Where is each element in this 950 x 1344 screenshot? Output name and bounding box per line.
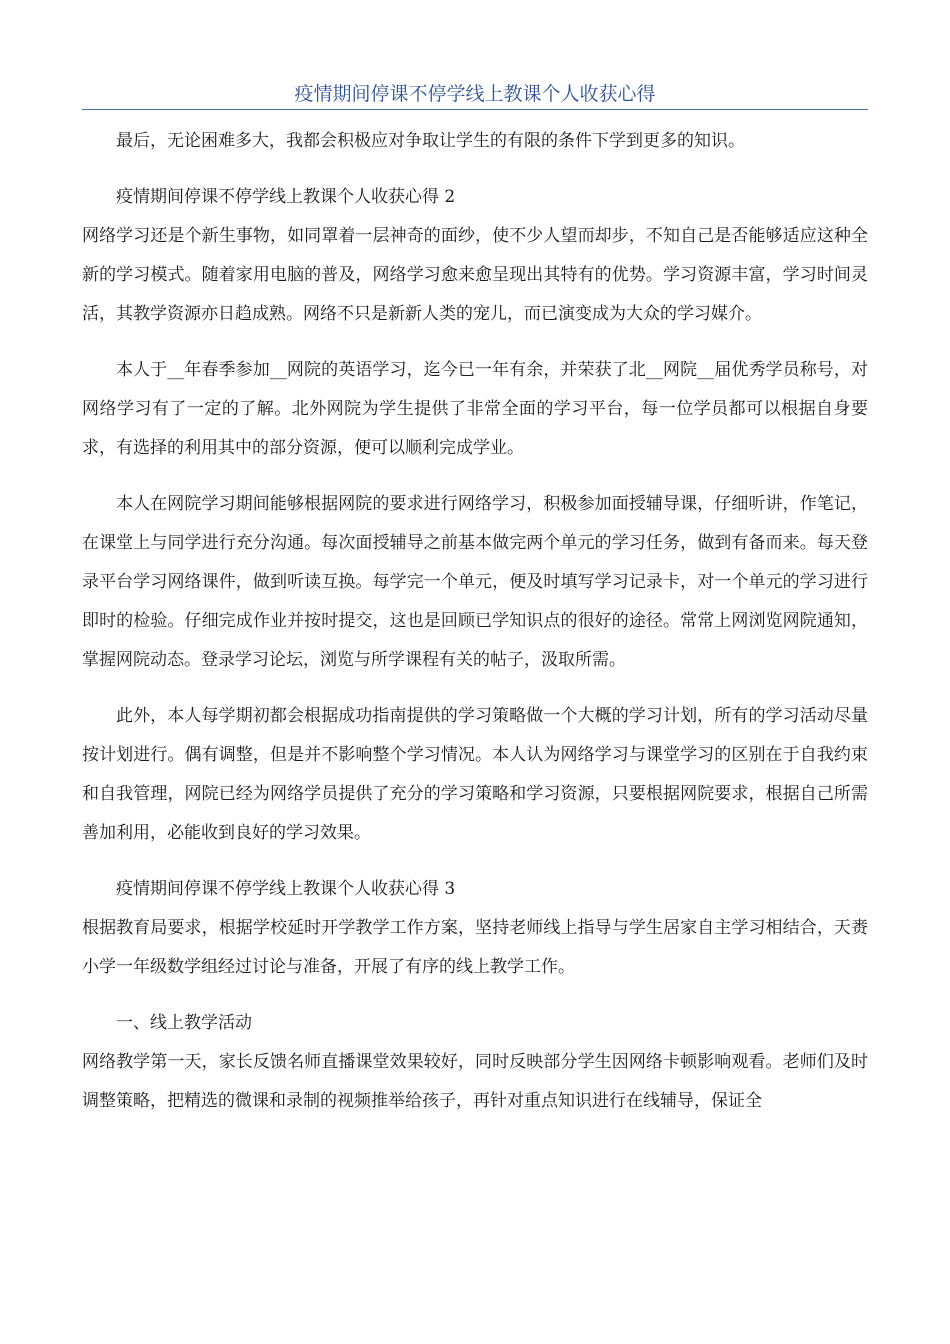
paragraph-study-methods: 本人在网院学习期间能够根据网院的要求进行网络学习，积极参加面授辅导课，仔细听讲，作笔记，在课堂上与同学进行充分沟通。每次面授辅导之前基本做完两个单元的学习任务，做到有备而来。每天登录平台学习网络课件，做到听读互换。每学完一个单元，便及时填写学习记录卡，对一个单元的学习进行即时的检验。仔细完成作业并按时提交，这也是回顾已学知识点的很好的途径。常常上网浏览网院通知，掌握网院动态。登录学习论坛，浏览与所学课程有关的帖子，汲取所需。 — [82, 494, 868, 670]
paragraph-first-day: 网络教学第一天，家长反馈名师直播课堂效果较好，同时反映部分学生因网络卡顿影响观看。老师们及时调整策略，把精选的微课和录制的视频推举给孩子，再针对重点知识进行在线辅导，保证全 — [82, 1052, 868, 1111]
subsection-heading: 一、线上教学活动 — [116, 1013, 252, 1033]
header-divider — [82, 109, 868, 110]
section-heading-3: 疫情期间停课不停学线上教课个人收获心得 3 — [116, 879, 456, 899]
paragraph-study-plan: 此外，本人每学期初都会根据成功指南提供的学习策略做一个大概的学习计划，所有的学习活动尽量按计划进行。偶有调整，但是并不影响整个学习情况。本人认为网络学习与课堂学习的区别在于自我约束和自我管理，网院已经为网络学员提供了充分的学习策略和学习资源，只要根据网院要求，根据自己所需善加利用，必能收到良好的学习效果。 — [82, 706, 868, 843]
paragraph-online-teaching: 根据教育局要求，根据学校延时开学教学工作方案，坚持老师线上指导与学生居家自主学习相结合，天赉小学一年级数学组经过讨论与准备，开展了有序的线上教学工作。 — [82, 918, 868, 977]
paragraph-personal-study: 本人于__年春季参加__网院的英语学习，迄今已一年有余，并荣获了北__网院__届优秀学员称号，对网络学习有了一定的了解。北外网院为学生提供了非常全面的学习平台，每一位学员都可以根据自身要求，有选择的利用其中的部分资源，便可以顺利完成学业。 — [82, 360, 868, 458]
paragraph-network-learning-intro: 网络学习还是个新生事物，如同罩着一层神奇的面纱，使不少人望而却步，不知自己是否能够适应这种全新的学习模式。随着家用电脑的普及，网络学习愈来愈呈现出其特有的优势。学习资源丰富，学习时间灵活，其教学资源亦日趋成熟。网络不只是新新人类的宠儿，而已演变成为大众的学习媒介。 — [82, 226, 868, 324]
document-body — [82, 122, 868, 1121]
page-header-title: 疫情期间停课不停学线上教课个人收获心得 — [294, 83, 656, 105]
paragraph-closing: 最后，无论困难多大，我都会积极应对争取让学生的有限的条件下学到更多的知识。 — [116, 131, 745, 151]
section-heading-2: 疫情期间停课不停学线上教课个人收获心得 2 — [116, 187, 456, 207]
